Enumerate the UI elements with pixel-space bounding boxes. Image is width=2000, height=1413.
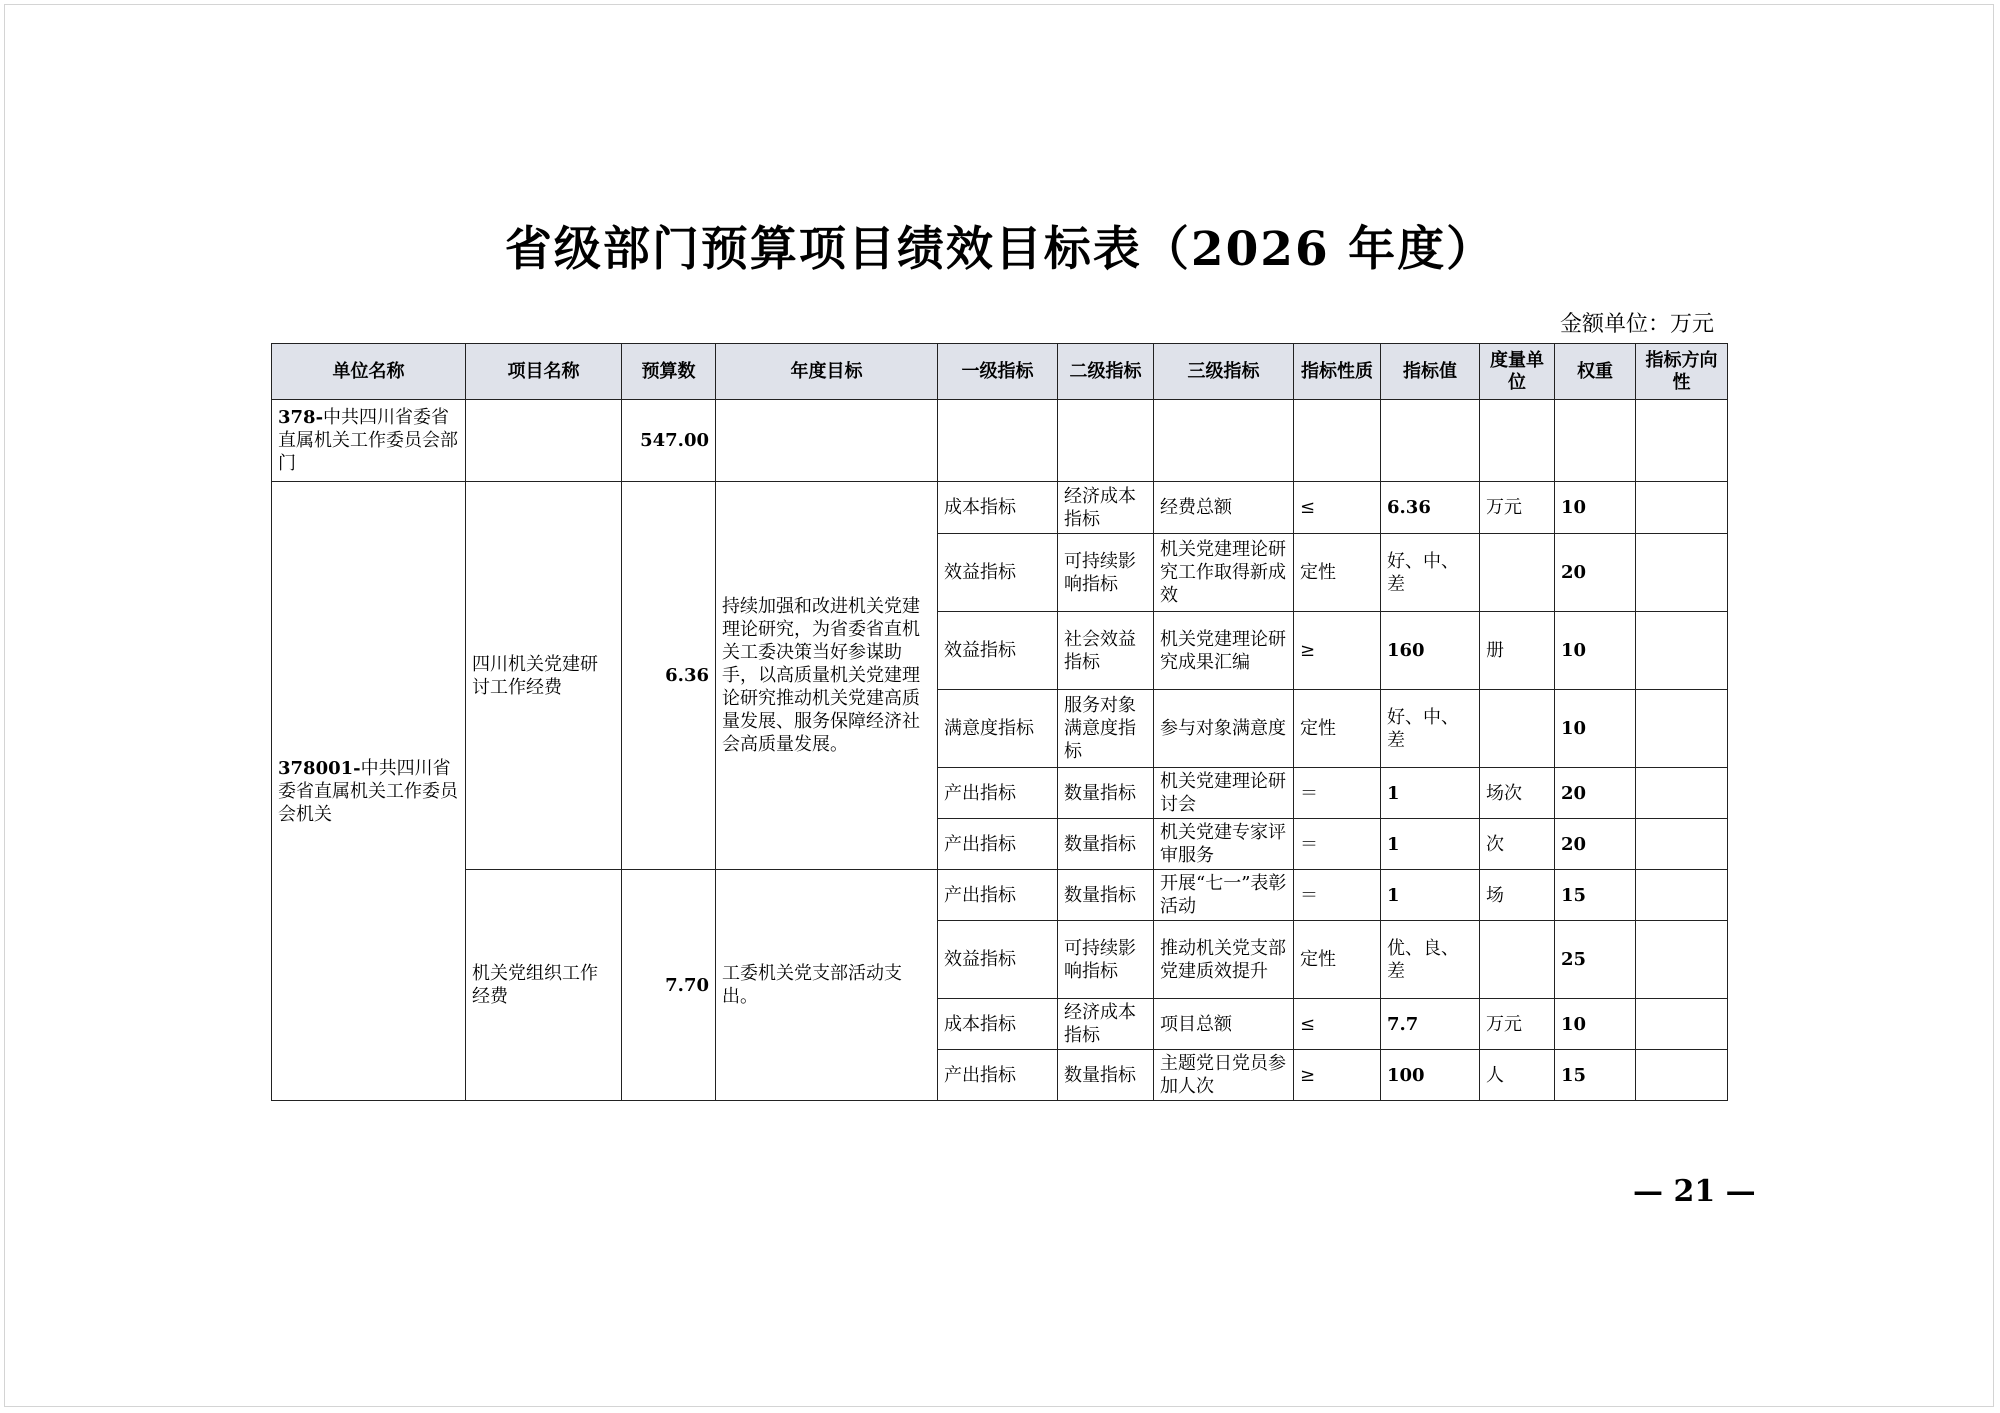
indicator-direction (1636, 921, 1728, 999)
level1-indicator: 满意度指标 (938, 690, 1058, 768)
page-title: 省级部门预算项目绩效目标表（2026 年度） (504, 222, 1496, 277)
indicator-value: 好、中、差 (1381, 534, 1480, 612)
indicator-value: 好、中、差 (1381, 690, 1480, 768)
indicator-weight: 20 (1555, 534, 1636, 612)
project-name: 机关党组织工作经费 (466, 870, 622, 1101)
measure-unit: 万元 (1480, 999, 1555, 1050)
indicator-nature: ＝ (1294, 870, 1381, 921)
header-unit-name: 单位名称 (272, 344, 466, 400)
indicator-value: 160 (1381, 612, 1480, 690)
unit-name: 中共四川省委省直属机关工作委员会机关 (278, 757, 458, 825)
level1-indicator: 产出指标 (938, 768, 1058, 819)
project-budget: 6.36 (622, 482, 716, 870)
level2-indicator: 经济成本指标 (1058, 999, 1154, 1050)
level2-indicator: 可持续影响指标 (1058, 921, 1154, 999)
indicator-weight: 15 (1555, 1050, 1636, 1101)
performance-table (271, 343, 1728, 1101)
table-header-row (272, 344, 1728, 400)
dept-code: 378- (278, 407, 324, 428)
dept-name: 中共四川省委省直属机关工作委员会部门 (278, 407, 458, 474)
level2-indicator: 社会效益指标 (1058, 612, 1154, 690)
indicator-direction (1636, 690, 1728, 768)
indicator-weight: 20 (1555, 819, 1636, 870)
header-annual-goal: 年度目标 (716, 344, 938, 400)
measure-unit (1480, 534, 1555, 612)
level2-indicator: 数量指标 (1058, 1050, 1154, 1101)
indicator-direction (1636, 482, 1728, 534)
level1-indicator: 效益指标 (938, 534, 1058, 612)
level3-indicator: 推动机关党支部党建质效提升 (1154, 921, 1294, 999)
indicator-value: 100 (1381, 1050, 1480, 1101)
level1-indicator: 产出指标 (938, 870, 1058, 921)
level1-indicator: 产出指标 (938, 819, 1058, 870)
level2-indicator: 经济成本指标 (1058, 482, 1154, 534)
measure-unit: 册 (1480, 612, 1555, 690)
project-budget: 7.70 (622, 870, 716, 1101)
level2-indicator: 服务对象满意度指标 (1058, 690, 1154, 768)
indicator-nature: ≤ (1294, 999, 1381, 1050)
header-indicator-value: 指标值 (1381, 344, 1480, 400)
measure-unit: 人 (1480, 1050, 1555, 1101)
indicator-value: 1 (1381, 870, 1480, 921)
level1-indicator: 成本指标 (938, 999, 1058, 1050)
project-goal: 持续加强和改进机关党建理论研究，为省委省直机关工委决策当好参谋助手，以高质量机关党建理论研究推动机关党建高质量发展、服务保障经济社会高质量发展。 (716, 482, 938, 870)
table-row (272, 870, 1728, 921)
indicator-weight: 10 (1555, 690, 1636, 768)
dept-project-cell (466, 400, 622, 482)
dept-name-cell (272, 400, 466, 482)
indicator-weight: 15 (1555, 870, 1636, 921)
level1-indicator: 效益指标 (938, 612, 1058, 690)
indicator-direction (1636, 768, 1728, 819)
level3-indicator: 机关党建专家评审服务 (1154, 819, 1294, 870)
measure-unit: 次 (1480, 819, 1555, 870)
level2-indicator: 数量指标 (1058, 819, 1154, 870)
indicator-nature: 定性 (1294, 690, 1381, 768)
level3-indicator: 开展“七一”表彰活动 (1154, 870, 1294, 921)
project-goal: 工委机关党支部活动支出。 (716, 870, 938, 1101)
indicator-nature: ≤ (1294, 482, 1381, 534)
indicator-weight: 10 (1555, 612, 1636, 690)
indicator-nature: ≥ (1294, 1050, 1381, 1101)
indicator-nature: 定性 (1294, 921, 1381, 999)
project-name: 四川机关党建研讨工作经费 (466, 482, 622, 870)
amount-unit-note: 金额单位：万元 (1559, 312, 1714, 337)
table-row (272, 482, 1728, 534)
header-level1-indicator: 一级指标 (938, 344, 1058, 400)
level2-indicator: 可持续影响指标 (1058, 534, 1154, 612)
header-budget: 预算数 (622, 344, 716, 400)
dept-row (272, 400, 1728, 482)
indicator-nature: ≥ (1294, 612, 1381, 690)
indicator-direction (1636, 870, 1728, 921)
header-level2-indicator: 二级指标 (1058, 344, 1154, 400)
measure-unit (1480, 921, 1555, 999)
indicator-weight: 25 (1555, 921, 1636, 999)
indicator-value: 6.36 (1381, 482, 1480, 534)
indicator-direction (1636, 999, 1728, 1050)
level3-indicator: 主题党日党员参加人次 (1154, 1050, 1294, 1101)
indicator-direction (1636, 612, 1728, 690)
level3-indicator: 经费总额 (1154, 482, 1294, 534)
header-weight: 权重 (1555, 344, 1636, 400)
unit-code: 378001- (278, 757, 361, 779)
header-level3-indicator: 三级指标 (1154, 344, 1294, 400)
indicator-weight: 10 (1555, 482, 1636, 534)
level1-indicator: 产出指标 (938, 1050, 1058, 1101)
indicator-nature: ＝ (1294, 819, 1381, 870)
indicator-value: 优、良、差 (1381, 921, 1480, 999)
measure-unit: 万元 (1480, 482, 1555, 534)
indicator-direction (1636, 1050, 1728, 1101)
header-indicator-direction: 指标方向性 (1636, 344, 1728, 400)
indicator-value: 7.7 (1381, 999, 1480, 1050)
header-measure-unit: 度量单位 (1480, 344, 1555, 400)
indicator-direction (1636, 534, 1728, 612)
indicator-value: 1 (1381, 819, 1480, 870)
indicator-value: 1 (1381, 768, 1480, 819)
indicator-nature: 定性 (1294, 534, 1381, 612)
level3-indicator: 机关党建理论研究工作取得新成效 (1154, 534, 1294, 612)
level3-indicator: 机关党建理论研究成果汇编 (1154, 612, 1294, 690)
level2-indicator: 数量指标 (1058, 870, 1154, 921)
page-number: — 21 — (1633, 1174, 1756, 1209)
level2-indicator: 数量指标 (1058, 768, 1154, 819)
measure-unit: 场 (1480, 870, 1555, 921)
indicator-direction (1636, 819, 1728, 870)
dept-budget: 547.00 (622, 400, 716, 482)
header-project-name: 项目名称 (466, 344, 622, 400)
level3-indicator: 机关党建理论研讨会 (1154, 768, 1294, 819)
level3-indicator: 项目总额 (1154, 999, 1294, 1050)
level1-indicator: 成本指标 (938, 482, 1058, 534)
level1-indicator: 效益指标 (938, 921, 1058, 999)
measure-unit: 场次 (1480, 768, 1555, 819)
level3-indicator: 参与对象满意度 (1154, 690, 1294, 768)
unit-name-cell (272, 482, 466, 1101)
indicator-weight: 20 (1555, 768, 1636, 819)
indicator-nature: ＝ (1294, 768, 1381, 819)
header-indicator-nature: 指标性质 (1294, 344, 1381, 400)
indicator-weight: 10 (1555, 999, 1636, 1050)
measure-unit (1480, 690, 1555, 768)
